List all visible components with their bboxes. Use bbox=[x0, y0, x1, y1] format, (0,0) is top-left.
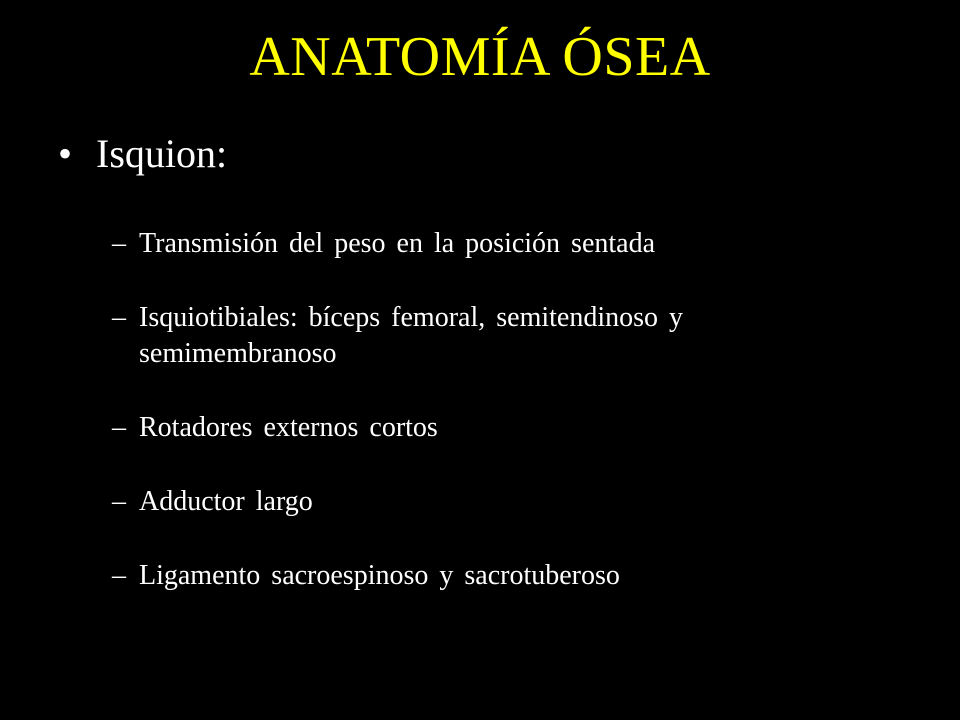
dash-marker: – bbox=[112, 302, 126, 333]
main-bullet-text: Isquion: bbox=[96, 131, 228, 176]
dash-marker: – bbox=[112, 560, 126, 591]
sub-bullet-item bbox=[112, 300, 872, 372]
sub-bullet-text: Rotadores externos cortos bbox=[139, 412, 438, 443]
dash-marker: – bbox=[112, 228, 126, 259]
sub-bullet-item bbox=[112, 484, 872, 520]
sub-bullet-item bbox=[112, 410, 872, 446]
sub-bullet-text: Ligamento sacroespinoso y sacrotuberoso bbox=[139, 560, 620, 591]
slide-title: ANATOMÍA ÓSEA bbox=[249, 26, 711, 88]
sub-bullet-text: Adductor largo bbox=[139, 486, 313, 517]
sub-bullet-item bbox=[112, 558, 872, 594]
main-bullet bbox=[58, 128, 227, 180]
dash-marker: – bbox=[112, 412, 126, 443]
sub-bullet-text: Isquiotibiales: bíceps femoral, semitendinoso y semimembranoso bbox=[139, 302, 684, 369]
dash-marker: – bbox=[112, 486, 126, 517]
sub-bullet-text: Transmisión del peso en la posición sentada bbox=[139, 228, 656, 259]
sub-bullet-item bbox=[112, 226, 872, 262]
bullet-marker: • bbox=[58, 131, 73, 176]
sub-bullet-list bbox=[112, 226, 872, 632]
